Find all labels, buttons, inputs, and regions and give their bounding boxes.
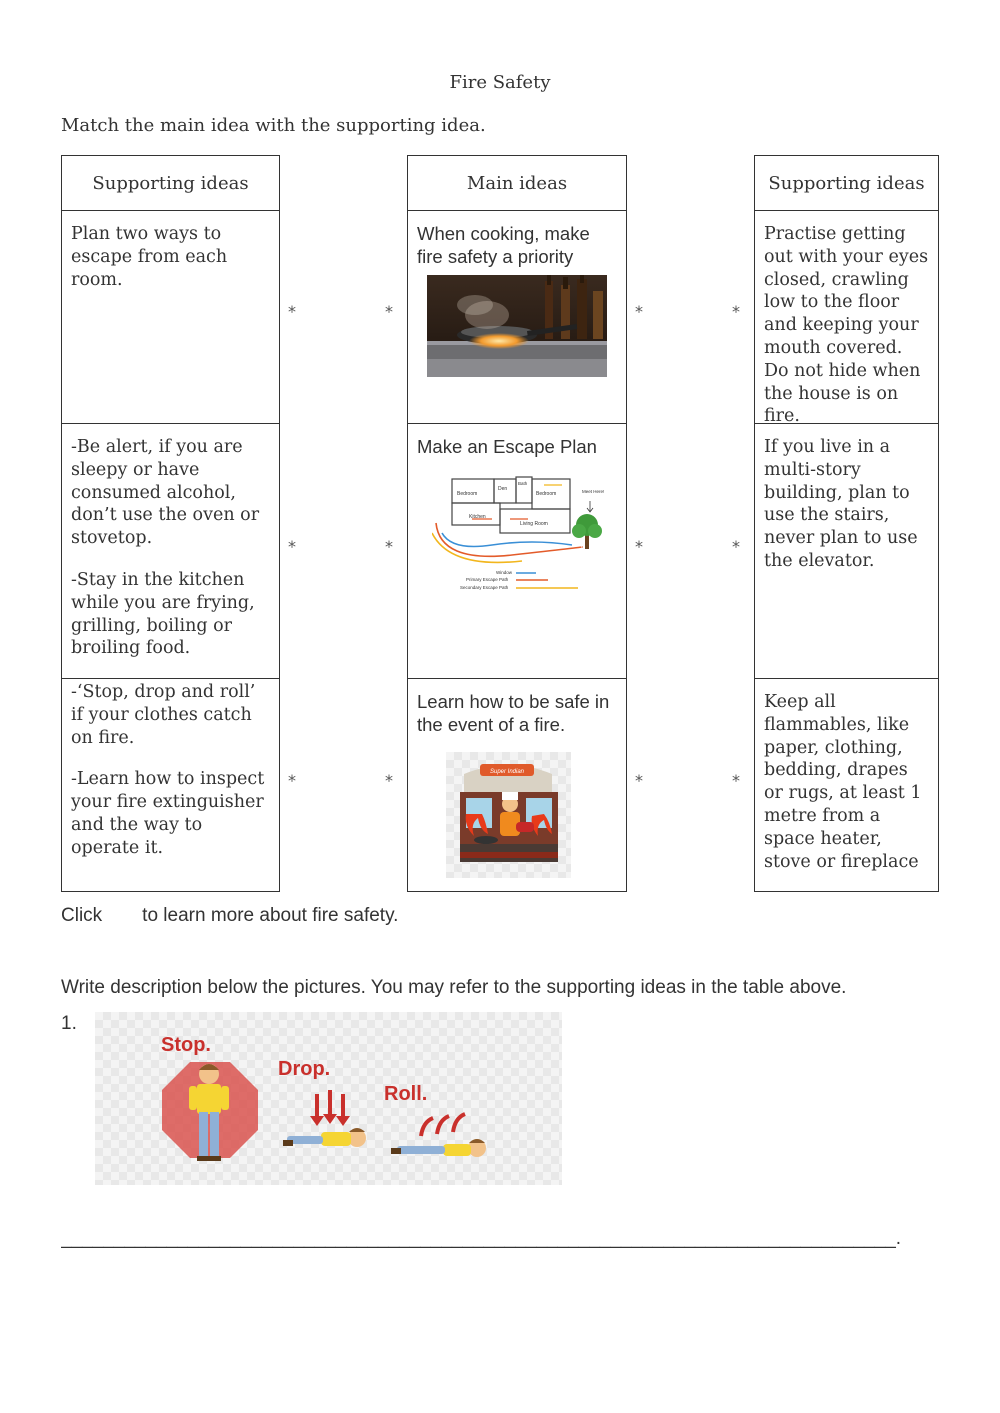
left-cell-1 [62, 211, 279, 424]
match-dot-row2-a[interactable]: * [288, 537, 296, 556]
right-cell-1-text: Practise getting out with your eyes closed, crawling low to the floor and keeping your mouth covered. Do not hide when the house is on fire. [764, 224, 929, 427]
cartoon-sign-text: Super Indian [489, 769, 525, 775]
map-label-den: Den [498, 486, 508, 492]
write-instruction: Write description below the pictures. You may refer to the supporting ideas in the table above. [61, 977, 847, 998]
right-cell-3 [755, 679, 938, 891]
roll-label: Roll. [384, 1083, 428, 1105]
map-legend-secondary: Secondary Escape Path [460, 585, 509, 590]
cooking-photo [427, 275, 607, 377]
middle-cell-1-text: When cooking, make fire safety a priority [417, 223, 590, 267]
left-cell-2 [62, 424, 279, 679]
click-line [61, 905, 398, 927]
answer-line[interactable]: _______________________________________________________________________________. [61, 1228, 902, 1249]
escape-plan-map [432, 473, 604, 597]
left-cell-3-text-a: -‘Stop, drop and roll’ if your clothes catch on fire. [71, 682, 256, 748]
map-legend-window: Window [496, 570, 513, 575]
right-cell-2 [755, 424, 938, 679]
right-cell-1 [755, 211, 938, 427]
right-cell-3-text: Keep all flammables, like paper, clothing, bedding, drapes or rugs, at least 1 metre from a space heater, stove or fireplace [764, 692, 922, 872]
middle-column-header: Main ideas [408, 156, 626, 211]
match-dot-row1-d[interactable]: * [732, 302, 740, 321]
match-dot-row1-b[interactable]: * [385, 302, 393, 321]
click-rest: to learn more about fire safety. [142, 905, 399, 926]
left-cell-3-text-b: -Learn how to inspect your fire extinguisher and the way to operate it. [71, 769, 265, 858]
drop-label: Drop. [278, 1058, 331, 1080]
match-dot-row3-c[interactable]: * [635, 771, 643, 790]
stop-drop-roll-image [95, 1012, 562, 1185]
click-link[interactable]: Click [61, 905, 103, 926]
instruction: Match the main idea with the supporting idea. [61, 115, 486, 136]
left-column [61, 155, 280, 892]
map-label-kitchen: Kitchen [469, 514, 486, 520]
map-label-bedroom-left: Bedroom [457, 491, 478, 497]
right-cell-2-text: If you live in a multi-story building, plan to use the stairs, never plan to use the elevator. [764, 437, 918, 571]
match-dot-row2-b[interactable]: * [385, 537, 393, 556]
left-column-header: Supporting ideas [62, 156, 279, 211]
match-dot-row1-a[interactable]: * [288, 302, 296, 321]
left-cell-2-text-b: -Stay in the kitchen while you are frying, grilling, boiling or broiling food. [71, 569, 255, 659]
left-cell-1-text: Plan two ways to escape from each room. [71, 224, 228, 290]
question-number: 1. [61, 1013, 77, 1034]
kitchen-fire-cartoon [446, 752, 571, 878]
match-dot-row2-c[interactable]: * [635, 537, 643, 556]
right-column-header: Supporting ideas [755, 156, 938, 211]
map-label-bedroom-right: Bedroom [536, 491, 557, 497]
right-column [754, 155, 939, 892]
map-label-bath: Bath [518, 481, 528, 486]
left-cell-2-text-a: -Be alert, if you are sleepy or have consumed alcohol, don’t use the oven or stovetop. [71, 437, 260, 549]
match-dot-row1-c[interactable]: * [635, 302, 643, 321]
left-cell-3 [62, 679, 279, 891]
match-dot-row3-a[interactable]: * [288, 771, 296, 790]
page-title: Fire Safety [449, 72, 551, 93]
match-dot-row3-b[interactable]: * [385, 771, 393, 790]
map-legend-primary: Primary Escape Path [466, 577, 509, 582]
stop-label: Stop. [161, 1034, 211, 1056]
match-dot-row2-d[interactable]: * [732, 537, 740, 556]
middle-cell-3-text: Learn how to be safe in the event of a fire. [417, 691, 610, 735]
map-label-meet-here: Meet Here! [582, 489, 604, 494]
match-dot-row3-d[interactable]: * [732, 771, 740, 790]
map-label-living-room: Living Room [520, 521, 548, 527]
middle-cell-2-text: Make an Escape Plan [417, 436, 597, 457]
